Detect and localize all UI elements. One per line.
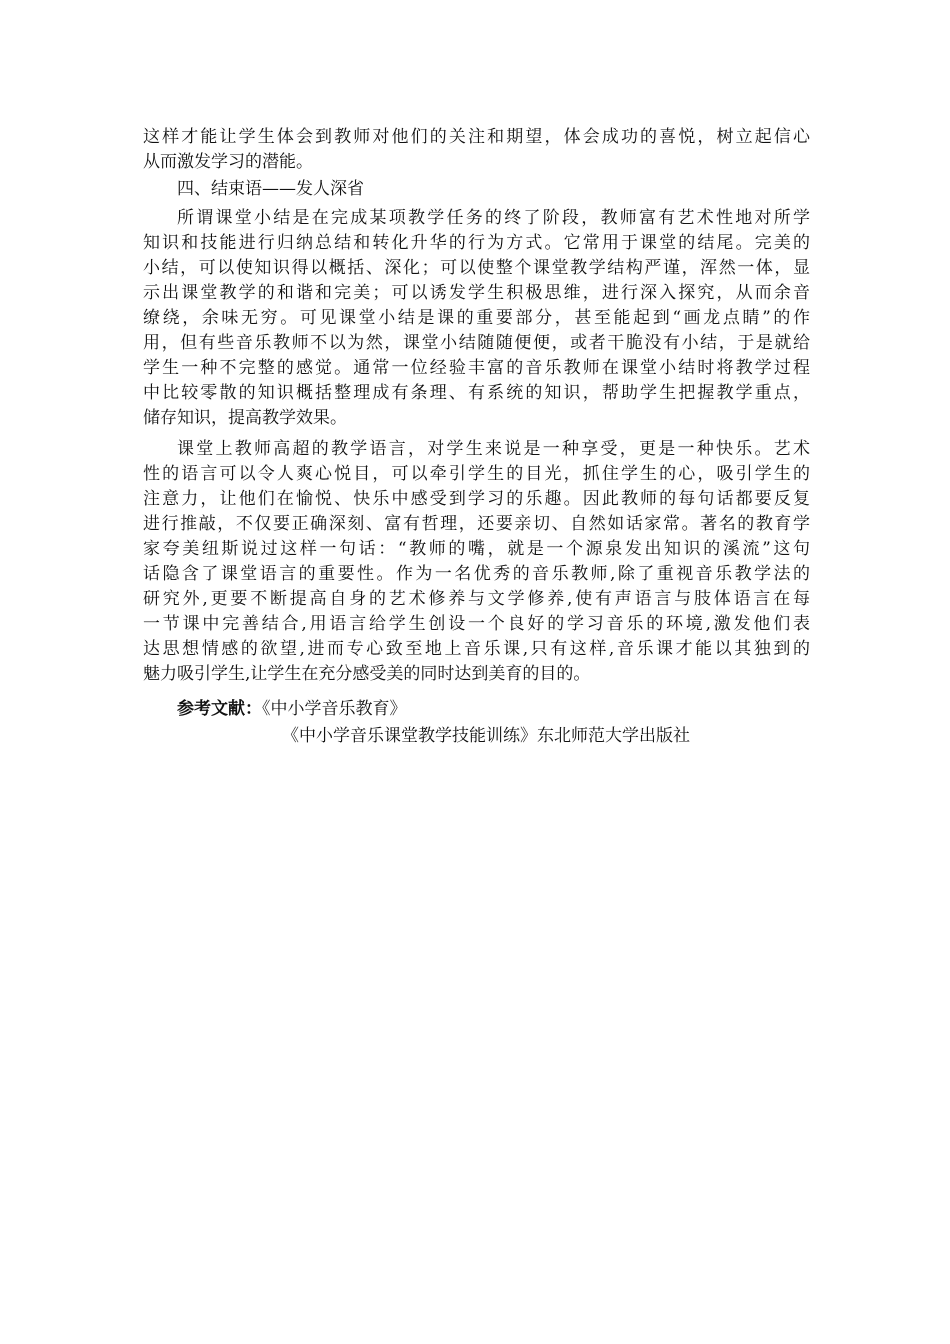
text-line: 进行推敲，不仅要正确深刻、富有哲理，还要亲切、自然如话家常。著名的教育学 bbox=[143, 514, 810, 534]
section-heading: 四、结束语——发人深省 bbox=[177, 179, 364, 199]
text-line: 话隐含了课堂语言的重要性。作为一名优秀的音乐教师,除了重视音乐教学法的 bbox=[143, 564, 810, 584]
text-line: 缭绕，余味无穷。可见课堂小结是课的重要部分，甚至能起到“画龙点睛”的作 bbox=[143, 308, 810, 328]
references-label: 参考文献： bbox=[177, 699, 262, 719]
text-line: 达思想情感的欲望,进而专心致至地上音乐课,只有这样,音乐课才能以其独到的 bbox=[143, 639, 810, 659]
paragraph-language bbox=[143, 437, 810, 687]
text-line: 所谓课堂小结是在完成某项教学任务的终了阶段，教师富有艺术性地对所学 bbox=[177, 208, 810, 228]
reference-row bbox=[143, 724, 810, 751]
reference-item: 《中小学音乐教育》 bbox=[262, 699, 407, 719]
text-line: 一节课中完善结合,用语言给学生创设一个良好的学习音乐的环境,激发他们表 bbox=[143, 614, 810, 634]
text-line: 性的语言可以令人爽心悦目，可以牵引学生的目光，抓住学生的心，吸引学生的 bbox=[143, 464, 810, 484]
text-line: 用，但有些音乐教师不以为然，课堂小结随随便便，或者干脆没有小结，于是就给 bbox=[143, 333, 810, 353]
reference-item: 《中小学音乐课堂教学技能训练》东北师范大学出版社 bbox=[282, 726, 690, 746]
text-line: 魅力吸引学生,让学生在充分感受美的同时达到美育的目的。 bbox=[143, 664, 591, 684]
text-line: 储存知识，提高教学效果。 bbox=[143, 408, 347, 428]
text-line: 这样才能让学生体会到教师对他们的关注和期望，体会成功的喜悦，树立起信心 bbox=[143, 127, 810, 147]
paragraph-summary bbox=[143, 206, 810, 431]
paragraph-continuation bbox=[143, 125, 810, 175]
text-line: 研究外,更要不断提高自身的艺术修养与文学修养,使有声语言与肢体语言在每 bbox=[143, 589, 810, 609]
text-line: 课堂上教师高超的教学语言，对学生来说是一种享受，更是一种快乐。艺术 bbox=[177, 439, 810, 459]
text-line: 知识和技能进行归纳总结和转化升华的行为方式。它常用于课堂的结尾。完美的 bbox=[143, 233, 810, 253]
document-body bbox=[143, 125, 810, 751]
text-line: 中比较零散的知识概括整理成有条理、有系统的知识，帮助学生把握教学重点， bbox=[143, 383, 810, 403]
text-line: 从而激发学习的潜能。 bbox=[143, 152, 313, 172]
text-line: 小结，可以使知识得以概括、深化；可以使整个课堂教学结构严谨，浑然一体，显 bbox=[143, 258, 810, 278]
reference-row bbox=[143, 697, 810, 724]
text-line: 注意力，让他们在愉悦、快乐中感受到学习的乐趣。因此教师的每句话都要反复 bbox=[143, 489, 810, 509]
text-line: 家夸美纽斯说过这样一句话：“教师的嘴，就是一个源泉发出知识的溪流”这句 bbox=[143, 539, 810, 559]
references bbox=[143, 697, 810, 751]
text-line: 学生一种不完整的感觉。通常一位经验丰富的音乐教师在课堂小结时将教学过程 bbox=[143, 358, 810, 378]
text-line: 示出课堂教学的和谐和完美；可以诱发学生积极思维，进行深入探究，从而余音 bbox=[143, 283, 810, 303]
